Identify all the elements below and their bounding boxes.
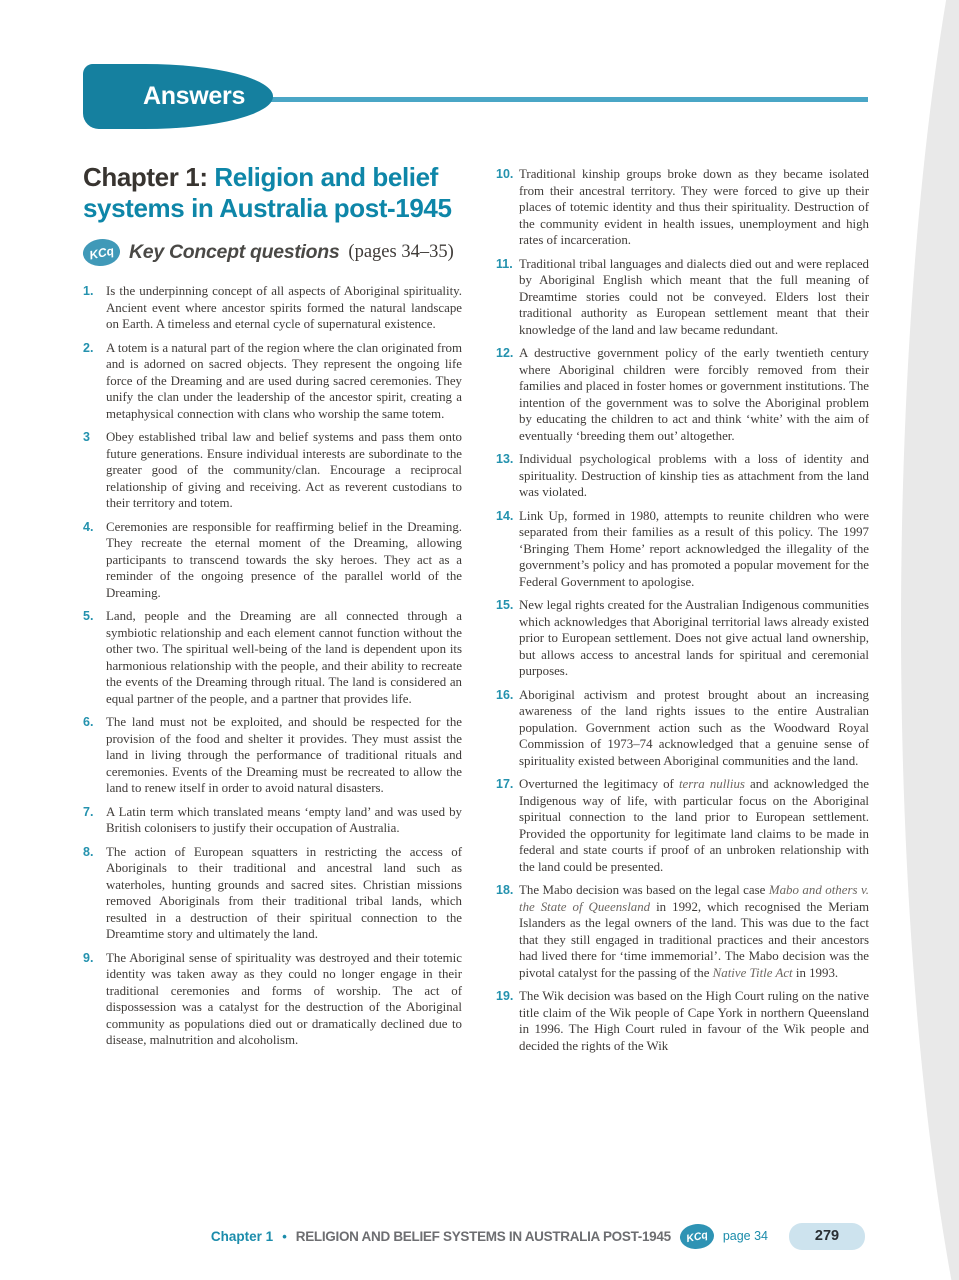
answer-number: 18. [496, 883, 514, 897]
answer-item [496, 687, 869, 770]
page-number-pill [789, 1223, 865, 1250]
answer-item [496, 345, 869, 444]
kcq-section-heading [83, 239, 503, 266]
answer-text: The action of European squatters in restricting the access of Aboriginals to their traditional and ancestral land such as waterholes, hunting grounds and sacred sites. Christian missions removed Aboriginals from their traditional tribal lands, which resulted in a destruction of their spiritual connection to the Dreamtime story and ultimately the land. [106, 844, 462, 941]
answer-item [496, 597, 869, 680]
answer-item [83, 844, 462, 943]
answer-text: The Mabo decision was based on the legal case Mabo and others v. the State of Queensland in 1992, which recognised the Meriam Islanders as the legal owners of the land. This was due to the fact that they still engaged in traditional practices and their ancestors had lived there for ‘time immemorial’. The Mabo decision was the pivotal catalyst for the passing of the Native Title Act in 1993. [519, 883, 869, 980]
answer-item [83, 519, 462, 602]
answer-text: Is the underpinning concept of all aspects of Aboriginal spirituality. Ancient event where ancestor spirits formed the natural landscape on Earth. A timeless and eternal cycle of supernatural existence. [106, 284, 462, 331]
answer-number: 6. [83, 715, 94, 729]
answers-tab [83, 64, 273, 129]
answer-text: A destructive government policy of the early twentieth century where Aboriginal children were forcibly removed from their families and placed in foster homes or government institutions. The intention of the government was to solve the Aboriginal problem by educating the children to act and think ‘white’ with the aim of eventually ‘breeding them out’ altogether. [519, 346, 869, 443]
answer-item [83, 714, 462, 797]
answer-number: 4. [83, 519, 94, 534]
kcq-badge-icon [81, 235, 123, 269]
answer-item [83, 608, 462, 707]
answer-number: 9. [83, 950, 94, 965]
answer-number: 16. [496, 687, 514, 702]
footer-kcq-badge-label: KCq [685, 1227, 709, 1245]
answer-number: 13. [496, 452, 514, 466]
answer-number: 19. [496, 989, 514, 1003]
answer-text: The Wik decision was based on the High Court ruling on the native title claim of the Wik people of Cape York in northern Queensland in 1996. The High Court ruled in favour of the Wik people and decided the rights of the Wik [519, 989, 869, 1053]
answer-text: Ceremonies are responsible for reaffirming belief in the Dreaming. They recreate the eternal moment of the Dreaming, allowing participants to transcend towards the sky heroes. They act as a reminder of the ongoing presence of the parallel world of the Dreaming. [106, 519, 462, 600]
answer-item [496, 882, 869, 981]
answer-text: Overturned the legitimacy of terra nullius and acknowledged the Indigenous way of life, with particular focus on the Aboriginal spiritual connection to the land prior to European settlement. Provided the opportunity for legitimate land claims to be made in federal and state courts if proof of an unbroken relationship with the land could be presented. [519, 777, 869, 874]
answer-text: Obey established tribal law and belief systems and pass them onto future generations. Ensure individual interests are subordinate to the greater good of the community/clan. Encourage a reciprocal relationship of giving and receiving. Act as reverent custodians to their territory and totem. [106, 430, 462, 510]
chapter-heading [83, 162, 483, 224]
answer-text: The Aboriginal sense of spirituality was destroyed and their totemic identity was taken away as they could no longer engage in their traditional ceremonies and forms of worship. The act of dispossession was a catalyst for the destruction of the Aboriginal community as populations died out or dramatically declined due to disease, malnutrition and alcoholism. [106, 950, 462, 1047]
answer-text: A totem is a natural part of the region where the clan originated from and is adorned on sacred objects. They represent the ongoing life force of the Dreaming and are used during sacred ceremonies. They unify the clan under the leadership of the ancestor spirit, creating a metaphysical connection with clans who worship the same totem. [106, 340, 462, 421]
answer-item [83, 950, 462, 1049]
answer-text: Link Up, formed in 1980, attempts to reunite children who were separated from their families as a result of this policy. The 1997 ‘Bringing Them Home’ report acknowledged the illegality of the government’s policy and has promoted a popular movement for the Federal Government to apologise. [519, 508, 869, 589]
answer-number: 17. [496, 777, 514, 791]
answer-item [496, 166, 869, 249]
answer-item [83, 283, 462, 333]
answer-item [496, 451, 869, 501]
answer-text: Individual psychological problems with a loss of identity and spirituality. Destruction of kinship ties as attachment from the land was violated. [519, 452, 869, 499]
answer-item [83, 340, 462, 423]
footer-kcq-badge-icon [678, 1220, 716, 1252]
answer-item [496, 256, 869, 339]
page-number: 279 [814, 1228, 840, 1244]
kcq-section-title: Key Concept questions [129, 241, 340, 263]
answer-number: 14. [496, 508, 514, 523]
answer-text: A Latin term which translated means ‘empty land’ and was used by British colonisers to justify their occupation of Australia. [106, 804, 462, 835]
right-column [496, 166, 869, 1061]
answer-number: 11. [496, 256, 513, 271]
header-rule [240, 97, 868, 102]
answer-number: 1. [83, 284, 94, 298]
answer-text: Traditional tribal languages and dialects died out and were replaced by Aboriginal English which meant that the full meaning of Dreamtime stories could not be conveyed. Elders lost their traditional authority as European settlement meant that their knowledge of the land and law became redundant. [519, 256, 869, 337]
page-curl-shape [901, 0, 959, 1280]
answer-item [496, 776, 869, 875]
chapter-heading-line2: systems in Australia post-1945 [83, 193, 452, 223]
answer-number: 7. [83, 804, 94, 819]
answer-number: 10. [496, 167, 514, 181]
answer-text: Land, people and the Dreaming are all connected through a symbiotic relationship and each element cannot function without the other two. The spiritual well-being of the land is dependent upon its harmonious relationship with the people, and their ability to recreate the events of the Dreaming through ritual. The land is considered an equal partner of the people, and a partner that provides life. [106, 609, 462, 706]
answers-tab-label: Answers [142, 82, 246, 110]
answer-number: 3 [83, 430, 90, 444]
footer-page-ref: page 34 [722, 1229, 768, 1243]
chapter-heading-line1: Religion and belief [214, 162, 438, 192]
kcq-badge-label: KCq [87, 243, 116, 262]
answer-number: 12. [496, 346, 514, 360]
answer-item [83, 429, 462, 512]
answer-text: Aboriginal activism and protest brought about an increasing awareness of the land rights issues to the entire Australian population. Government action such as the Woodward Royal Commission of 1973–74 acknowledged that a genuine sense of spirituality existed between Aboriginal communities and the land. [519, 687, 869, 768]
footer-chapter-label: Chapter 1 [210, 1228, 274, 1244]
footer [0, 1222, 865, 1250]
chapter-heading-prefix: Chapter 1: [83, 162, 215, 192]
answer-number: 2. [83, 340, 94, 355]
answer-number: 5. [83, 609, 94, 623]
answer-text: Traditional kinship groups broke down as they became isolated from their ancestral territory. They were forced to give up their places of totemic identity and thus their spirituality. Destruction of the community evident in health issues, unemployment and high rates of incarceration. [519, 167, 869, 247]
left-column [83, 283, 462, 1056]
answer-text: New legal rights created for the Australian Indigenous communities which acknowledges that Aboriginal territorial laws already existed prior to European settlement. Does not give actual land ownership, but allows access to ancestral lands for spiritual and ceremonial purposes. [519, 598, 869, 678]
footer-chapter-title: RELIGION AND BELIEF SYSTEMS IN AUSTRALIA POST-1945 [295, 1228, 671, 1244]
answer-item [496, 988, 869, 1054]
kcq-section-pages: (pages 34–35) [348, 242, 454, 262]
answer-text: The land must not be exploited, and should be respected for the provision of the food and shelter it provides. They must assist the land in living through the performance of traditional rituals and ceremonies. Events of the Dreaming must be recreated to allow the land to renew itself in order to avoid natural disasters. [106, 715, 462, 795]
answer-item [496, 508, 869, 591]
answer-number: 15. [496, 598, 514, 612]
answer-number: 8. [83, 844, 94, 859]
answer-item [83, 804, 462, 837]
footer-bullet: • [282, 1228, 287, 1244]
